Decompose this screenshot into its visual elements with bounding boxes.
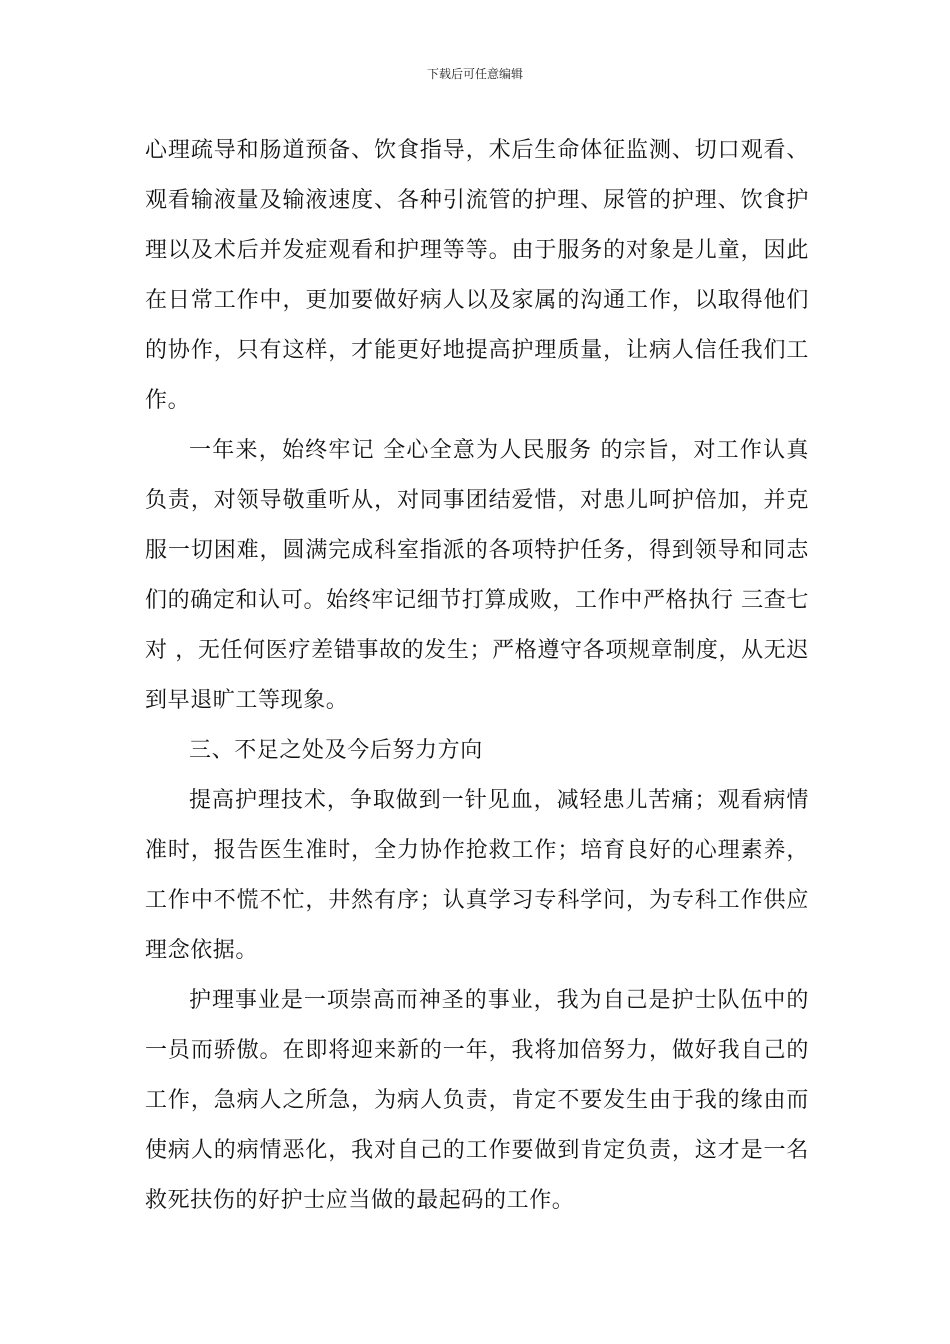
document-body [145,126,809,1226]
paragraph-year-summary: 一年来，始终牢记 全心全意为人民服务 的宗旨，对工作认真负责，对领导敬重听从，对同事团结爱惜，对患儿呵护倍加，并克服一切困难，圆满完成科室指派的各项特护任务，得到领导和同志们的确定和认可。始终牢记细节打算成败，工作中严格执行 三查七对 ，无任何医疗差错事故的发生；严格遵守各项规章制度，从无迟到早退旷工等现象。 [145,438,809,713]
section-heading-shortcomings: 三、不足之处及今后努力方向 [189,738,483,763]
paragraph-conclusion: 护理事业是一项崇高而神圣的事业，我为自己是护士队伍中的一员而骄傲。在即将迎来新的一年，我将加倍努力，做好我自己的工作，急病人之所急，为病人负责，肯定不要发生由于我的缘由而使病人的病情恶化，我对自己的工作要做到肯定负责，这才是一名救死扶伤的好护士应当做的最起码的工作。 [145,988,809,1213]
paragraph-continuation: 心理疏导和肠道预备、饮食指导，术后生命体征监测、切口观看、观看输液量及输液速度、各种引流管的护理、尿管的护理、饮食护理以及术后并发症观看和护理等等。由于服务的对象是儿童，因此在日常工作中，更加要做好病人以及家属的沟通工作，以取得他们的协作，只有这样，才能更好地提高护理质量，让病人信任我们工作。 [145,138,809,413]
header-note: 下载后可任意编辑 [426,67,523,81]
paragraph-improvement: 提高护理技术，争取做到一针见血，减轻患儿苦痛；观看病情准时，报告医生准时，全力协作抢救工作；培育良好的心理素养，工作中不慌不忙，井然有序；认真学习专科学问，为专科工作供应理念依据。 [145,788,809,963]
